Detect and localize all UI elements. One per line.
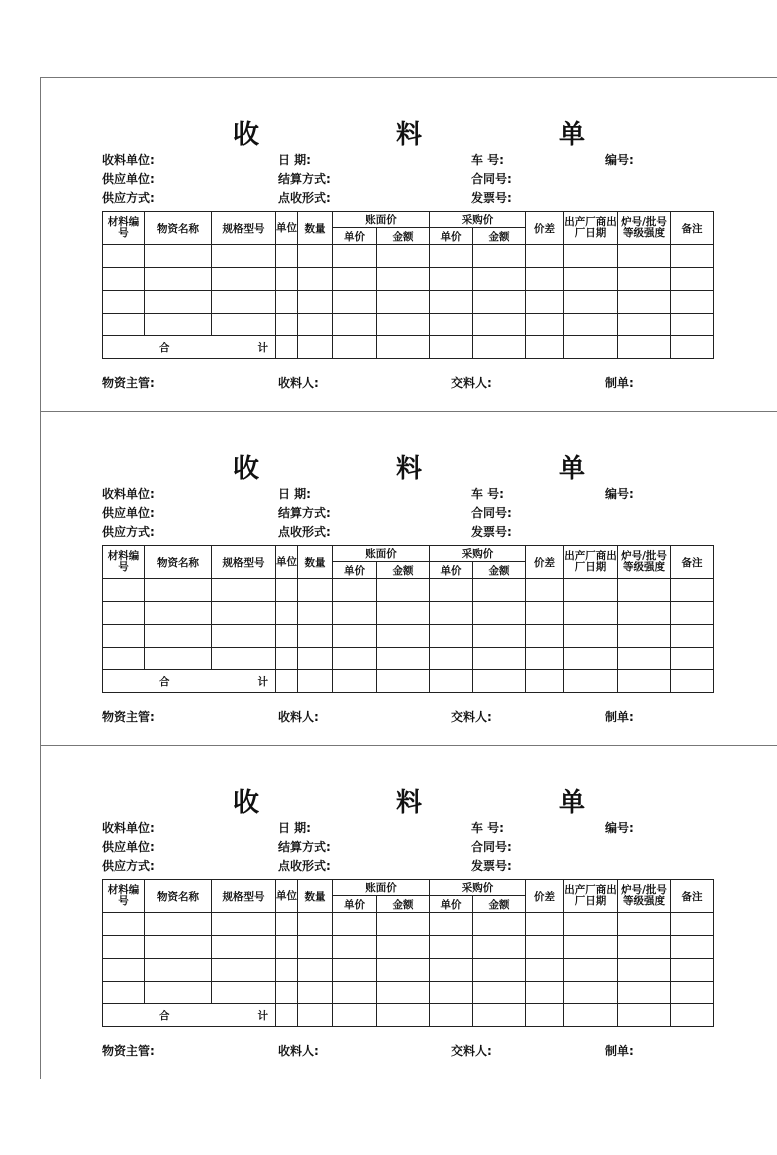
settlement-label: 结算方式:: [278, 506, 331, 520]
total-label-he: 合: [159, 341, 170, 354]
col-header-book-amount: 金额: [377, 896, 430, 913]
supply-mode-label: 供应方式:: [102, 191, 155, 205]
table-row: [103, 602, 714, 625]
col-header-price-diff: 价差: [526, 546, 564, 579]
supervisor-label: 物资主管:: [102, 376, 155, 390]
col-header-furnace-batch: 炉号/批号等级强度: [618, 546, 671, 579]
deliverer-label: 交料人:: [451, 1044, 492, 1058]
col-header-spec: 规格型号: [212, 212, 276, 245]
deliverer-label: 交料人:: [451, 710, 492, 724]
total-row: [103, 1004, 714, 1027]
acceptance-label: 点收形式:: [278, 525, 331, 539]
acceptance-label: 点收形式:: [278, 859, 331, 873]
form-title: 收 料 单: [232, 454, 650, 484]
col-header-unit: 单位: [276, 546, 298, 579]
table-row: [103, 648, 714, 670]
col-header-book-unit-price: 单价: [333, 228, 377, 245]
col-header-name: 物资名称: [145, 880, 212, 913]
receiving-unit-label: 收料单位:: [102, 821, 155, 835]
col-header-book-price: 账面价: [333, 546, 430, 562]
col-header-remarks: 备注: [671, 880, 714, 913]
total-label-ji: 计: [257, 1009, 268, 1022]
col-header-purchase-amount: 金额: [473, 562, 526, 579]
table-row: [103, 982, 714, 1004]
col-header-purchase-price: 采购价: [430, 880, 526, 896]
serial-no-label: 编号:: [605, 153, 634, 167]
supplier-label: 供应单位:: [102, 506, 155, 520]
col-header-purchase-price: 采购价: [430, 546, 526, 562]
preparer-label: 制单:: [605, 376, 634, 390]
form-title: 收 料 单: [232, 120, 650, 150]
contract-no-label: 合同号:: [471, 172, 512, 186]
total-label-he: 合: [159, 675, 170, 688]
col-header-unit: 单位: [276, 212, 298, 245]
col-header-purchase-unit-price: 单价: [430, 896, 473, 913]
form-title: 收 料 单: [232, 788, 650, 818]
supervisor-label: 物资主管:: [102, 1044, 155, 1058]
serial-no-label: 编号:: [605, 487, 634, 501]
contract-no-label: 合同号:: [471, 840, 512, 854]
deliverer-label: 交料人:: [451, 376, 492, 390]
invoice-no-label: 发票号:: [471, 525, 512, 539]
date-label: 日 期:: [278, 487, 311, 501]
contract-no-label: 合同号:: [471, 506, 512, 520]
col-header-remarks: 备注: [671, 546, 714, 579]
col-header-name: 物资名称: [145, 212, 212, 245]
table-row: [103, 959, 714, 982]
col-header-remarks: 备注: [671, 212, 714, 245]
date-label: 日 期:: [278, 821, 311, 835]
settlement-label: 结算方式:: [278, 172, 331, 186]
total-label-ji: 计: [257, 341, 268, 354]
col-header-purchase-amount: 金额: [473, 896, 526, 913]
col-header-book-amount: 金额: [377, 228, 430, 245]
col-header-material-code: 材料编号: [103, 880, 145, 913]
col-header-material-code: 材料编号: [103, 546, 145, 579]
settlement-label: 结算方式:: [278, 840, 331, 854]
total-row: [103, 670, 714, 693]
preparer-label: 制单:: [605, 1044, 634, 1058]
receiver-label: 收料人:: [278, 376, 319, 390]
col-header-quantity: 数量: [298, 880, 333, 913]
acceptance-label: 点收形式:: [278, 191, 331, 205]
supply-mode-label: 供应方式:: [102, 859, 155, 873]
serial-no-label: 编号:: [605, 821, 634, 835]
preparer-label: 制单:: [605, 710, 634, 724]
supplier-label: 供应单位:: [102, 840, 155, 854]
receiving-unit-label: 收料单位:: [102, 487, 155, 501]
table-row: [103, 936, 714, 959]
table-row: [103, 291, 714, 314]
col-header-book-unit-price: 单价: [333, 896, 377, 913]
total-label-he: 合: [159, 1009, 170, 1022]
col-header-material-code: 材料编号: [103, 212, 145, 245]
col-header-producer-date: 出产厂商出厂日期: [564, 212, 618, 245]
table-row: [103, 579, 714, 602]
col-header-purchase-unit-price: 单价: [430, 228, 473, 245]
col-header-name: 物资名称: [145, 546, 212, 579]
col-header-price-diff: 价差: [526, 212, 564, 245]
invoice-no-label: 发票号:: [471, 859, 512, 873]
col-header-purchase-price: 采购价: [430, 212, 526, 228]
col-header-quantity: 数量: [298, 212, 333, 245]
vehicle-no-label: 车 号:: [471, 153, 504, 167]
receipt-form-2: [40, 411, 777, 745]
receipt-form-3: [40, 745, 777, 1079]
col-header-price-diff: 价差: [526, 880, 564, 913]
material-table: [102, 879, 714, 1027]
table-row: [103, 625, 714, 648]
table-row: [103, 245, 714, 268]
col-header-producer-date: 出产厂商出厂日期: [564, 546, 618, 579]
material-table: [102, 545, 714, 693]
receiver-label: 收料人:: [278, 710, 319, 724]
supervisor-label: 物资主管:: [102, 710, 155, 724]
table-row: [103, 314, 714, 336]
supply-mode-label: 供应方式:: [102, 525, 155, 539]
table-row: [103, 913, 714, 936]
page-bottom-margin: [40, 1083, 777, 1155]
col-header-quantity: 数量: [298, 546, 333, 579]
invoice-no-label: 发票号:: [471, 191, 512, 205]
receiving-unit-label: 收料单位:: [102, 153, 155, 167]
col-header-book-price: 账面价: [333, 212, 430, 228]
col-header-book-price: 账面价: [333, 880, 430, 896]
total-label-ji: 计: [257, 675, 268, 688]
col-header-purchase-amount: 金额: [473, 228, 526, 245]
date-label: 日 期:: [278, 153, 311, 167]
col-header-book-amount: 金额: [377, 562, 430, 579]
material-table: [102, 211, 714, 359]
col-header-spec: 规格型号: [212, 880, 276, 913]
supplier-label: 供应单位:: [102, 172, 155, 186]
vehicle-no-label: 车 号:: [471, 487, 504, 501]
receipt-form-1: [40, 77, 777, 411]
col-header-furnace-batch: 炉号/批号等级强度: [618, 212, 671, 245]
col-header-spec: 规格型号: [212, 546, 276, 579]
col-header-unit: 单位: [276, 880, 298, 913]
col-header-purchase-unit-price: 单价: [430, 562, 473, 579]
table-row: [103, 268, 714, 291]
col-header-furnace-batch: 炉号/批号等级强度: [618, 880, 671, 913]
receiver-label: 收料人:: [278, 1044, 319, 1058]
vehicle-no-label: 车 号:: [471, 821, 504, 835]
col-header-producer-date: 出产厂商出厂日期: [564, 880, 618, 913]
col-header-book-unit-price: 单价: [333, 562, 377, 579]
total-row: [103, 336, 714, 359]
